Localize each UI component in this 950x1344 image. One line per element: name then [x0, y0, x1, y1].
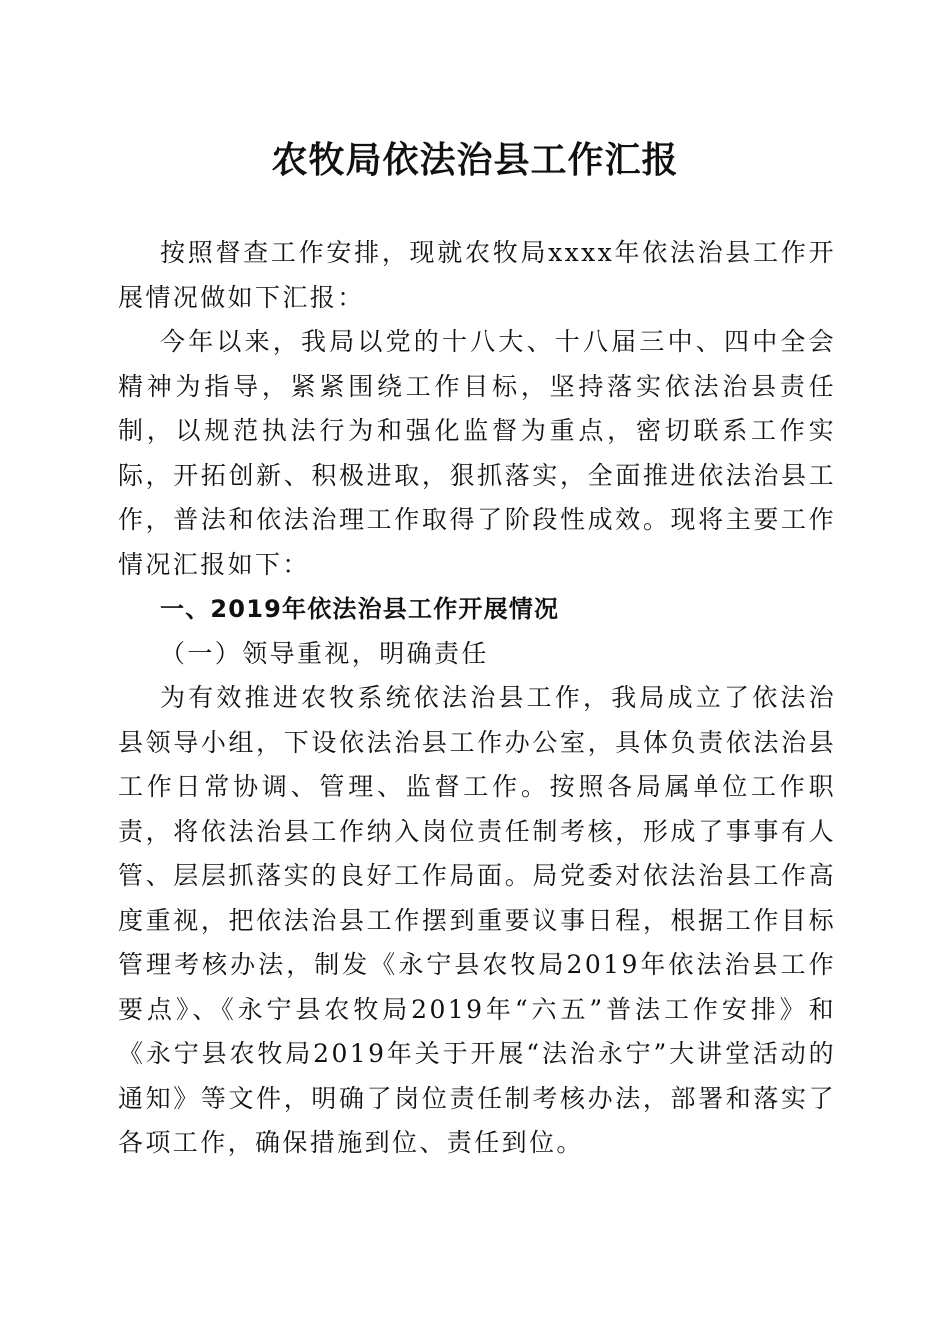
subsection-1-heading: （一）领导重视，明确责任: [160, 638, 489, 668]
intro-paragraph: 按照督查工作安排，现就农牧局xxxx年依法治县工作开展情况做如下汇报：: [118, 238, 836, 312]
document-title: 农牧局依法治县工作汇报: [271, 139, 679, 181]
subsection-1-body: 为有效推进农牧系统依法治县工作，我局成立了依法治县领导小组，下设依法治县工作办公室，具体负责依法治县工作日常协调、管理、监督工作。按照各局属单位工作职责，将依法治县工作纳入岗位责任制考核，形成了事事有人管、层层抓落实的良好工作局面。局党委对依法治县工作高度重视，把依法治县工作摆到重要议事日程，根据工作目标管理考核办法，制发《永宁县农牧局2019年依法治县工作要点》、《永宁县农牧局2019年“六五”普法工作安排》和《永宁县农牧局2019年关于开展“法治永宁”大讲堂活动的通知》等文件，明确了岗位责任制考核办法，部署和落实了各项工作，确保措施到位、责任到位。: [118, 683, 836, 1157]
overview-paragraph: 今年以来，我局以党的十八大、十八届三中、四中全会精神为指导，紧紧围绕工作目标，坚持落实依法治县责任制，以规范执法行为和强化监督为重点，密切联系工作实际，开拓创新、积极进取，狠抓落实，全面推进依法治县工作，普法和依法治理工作取得了阶段性成效。现将主要工作情况汇报如下：: [118, 327, 836, 579]
document-body: [118, 231, 836, 1166]
section-1-heading: 一、2019年依法治县工作开展情况: [160, 595, 560, 623]
